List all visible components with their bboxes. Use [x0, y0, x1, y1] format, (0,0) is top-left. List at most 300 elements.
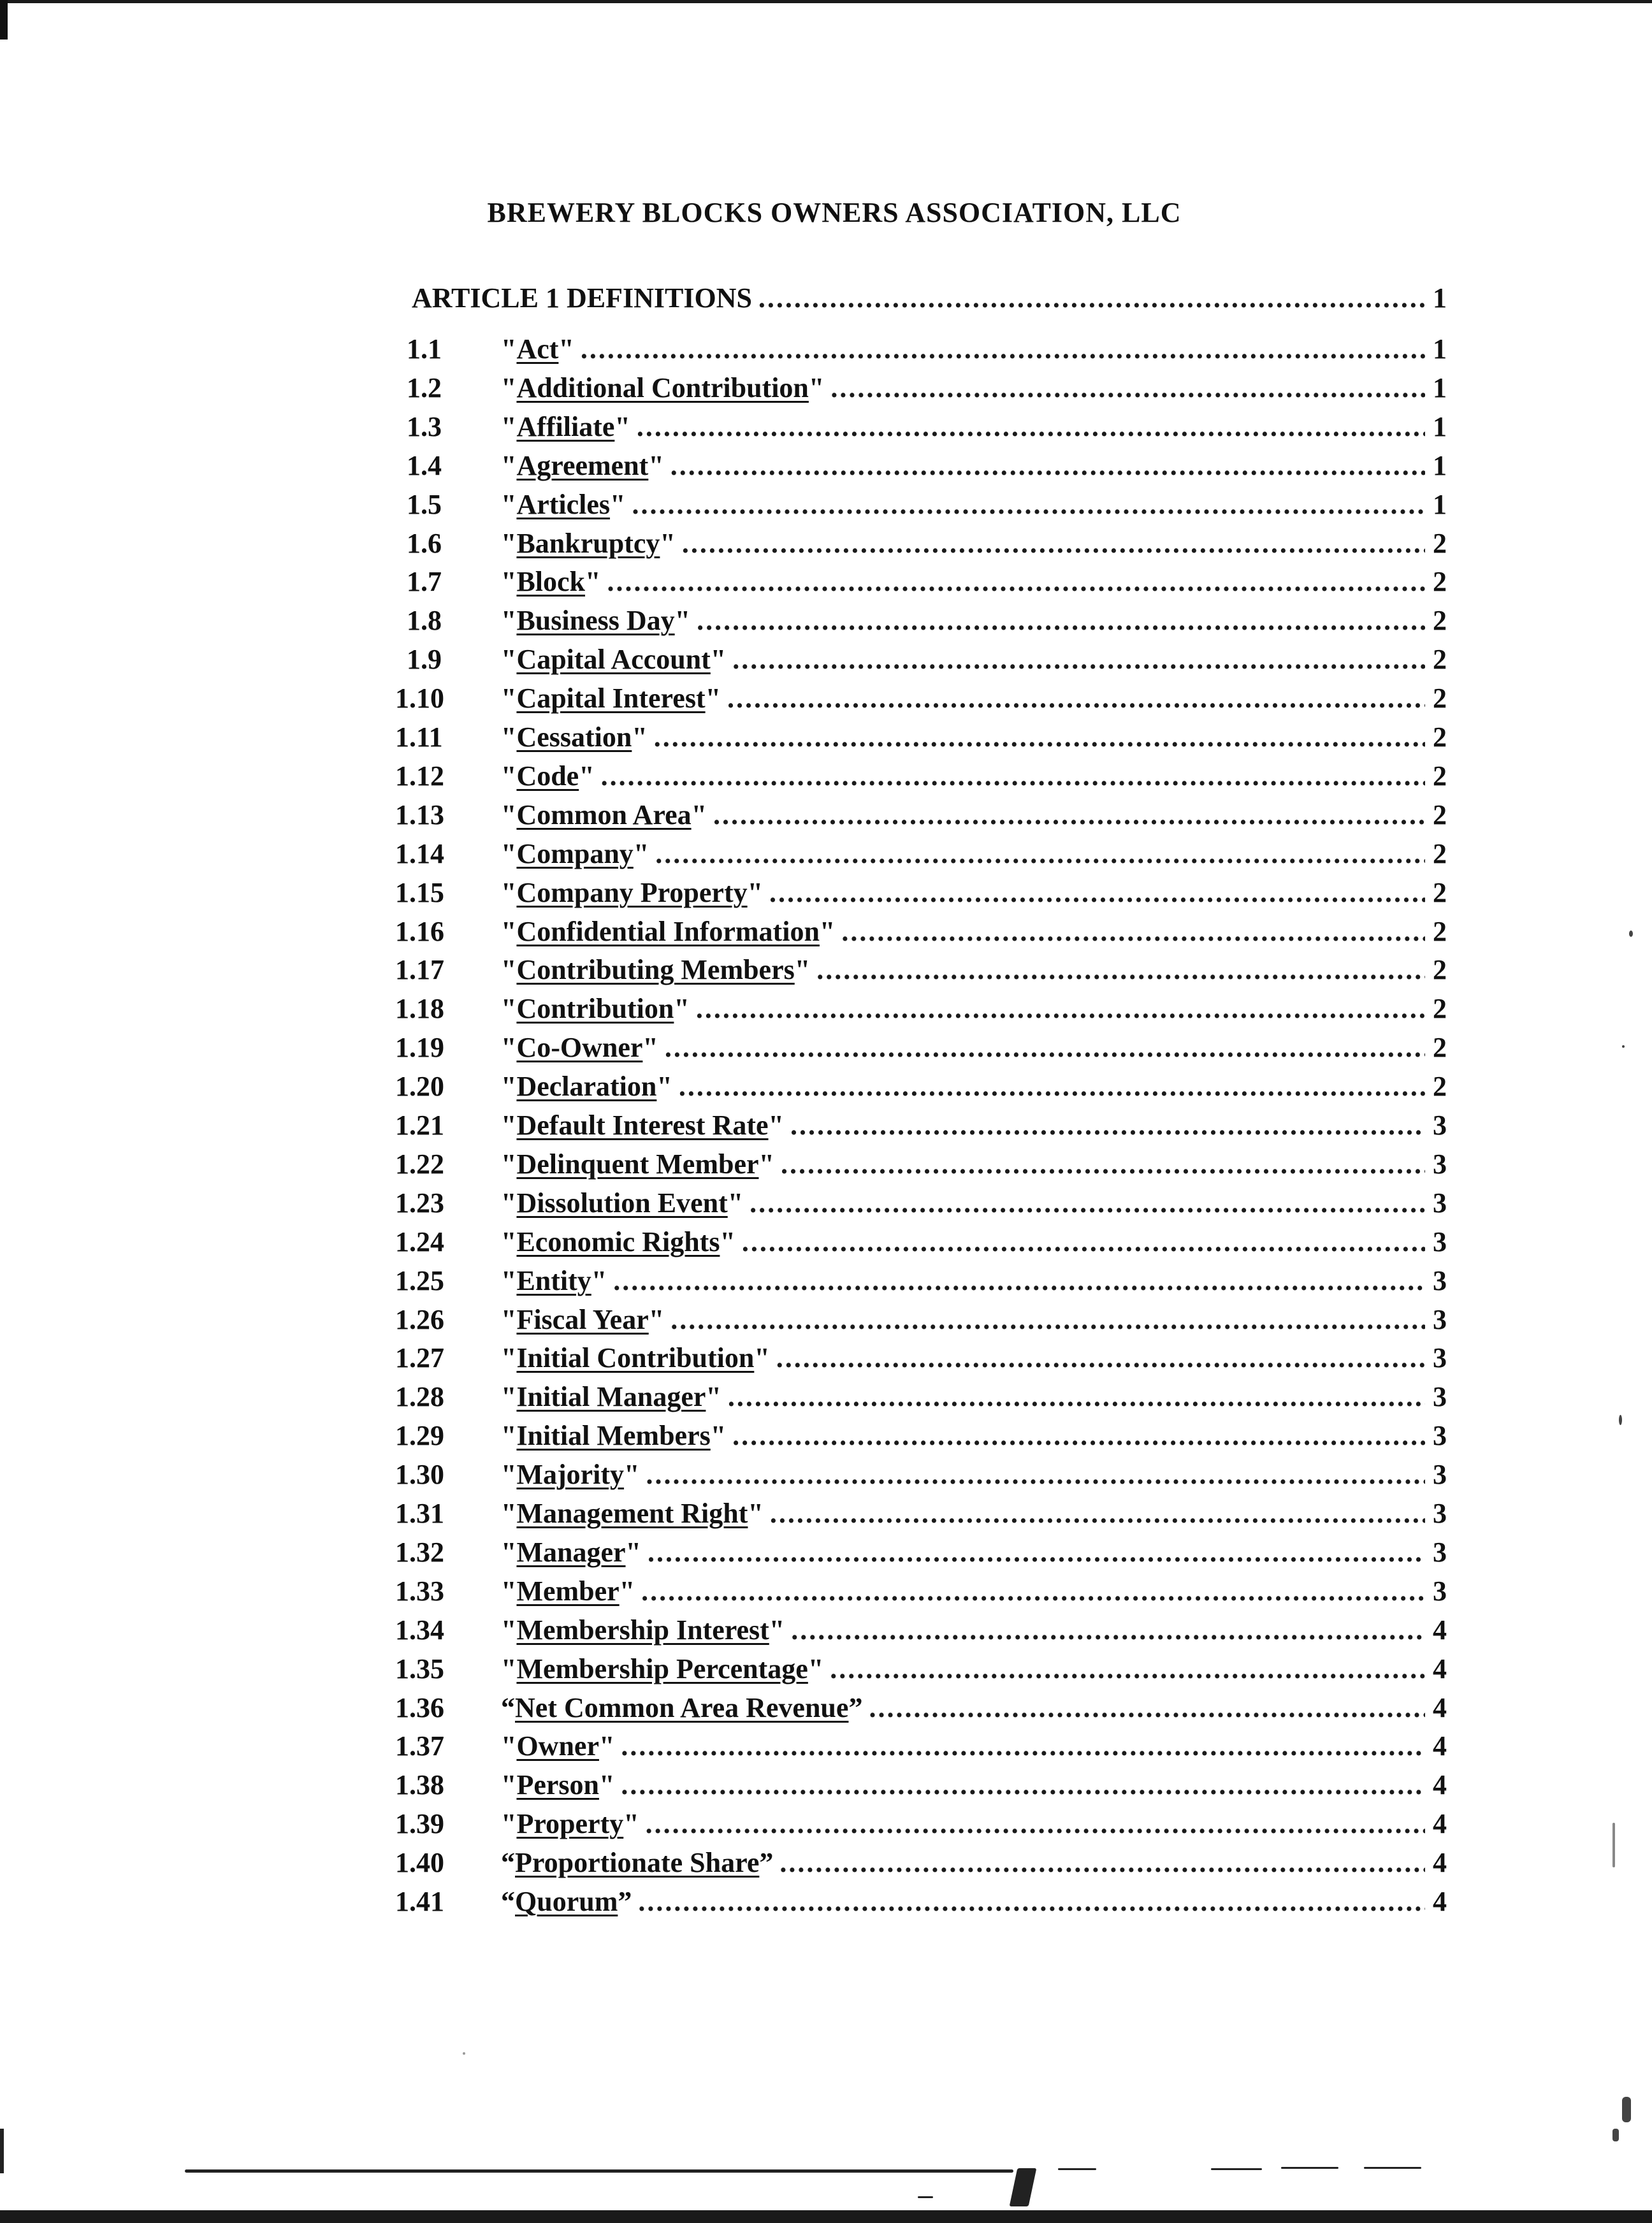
toc-entry [395, 565, 1447, 604]
section-number: 1.3 [407, 410, 442, 442]
page-number: 3 [1433, 1342, 1447, 1374]
section-number: 1.9 [407, 644, 442, 676]
close-quote: " [598, 1730, 615, 1762]
toc-entry [395, 1614, 1447, 1652]
defined-term [501, 1419, 726, 1452]
defined-term [501, 760, 595, 792]
dot-leader [670, 1303, 1425, 1336]
defined-term [501, 1187, 743, 1219]
dot-leader [816, 953, 1425, 986]
term-text: Dissolution Event [516, 1187, 728, 1219]
defined-term [501, 449, 664, 482]
open-quote: " [501, 683, 517, 714]
scan-speck [1622, 2097, 1631, 2122]
page-number: 4 [1433, 1808, 1447, 1840]
section-number: 1.16 [395, 915, 444, 947]
section-number: 1.37 [395, 1730, 444, 1762]
toc-entry [395, 1730, 1447, 1768]
toc-entry [395, 1342, 1447, 1380]
open-quote: “ [501, 1691, 515, 1723]
close-quote: " [748, 1498, 764, 1529]
section-number: 1.38 [395, 1769, 444, 1801]
close-quote: " [705, 683, 721, 714]
defined-term [501, 643, 726, 676]
open-quote: " [501, 1653, 517, 1684]
dot-leader [791, 1614, 1425, 1646]
toc-entry [395, 876, 1447, 915]
close-quote: " [819, 915, 836, 947]
open-quote: " [501, 1575, 517, 1607]
defined-term [501, 1807, 639, 1840]
close-quote: " [610, 488, 626, 520]
close-quote: " [648, 449, 664, 481]
section-number: 1.14 [395, 837, 444, 869]
close-quote: " [691, 799, 707, 830]
page-number: 3 [1433, 1187, 1447, 1219]
term-text: Quorum [515, 1886, 618, 1917]
defined-term [501, 1536, 641, 1568]
toc-entry [395, 372, 1447, 410]
section-number: 1.30 [395, 1459, 444, 1491]
section-number: 1.41 [395, 1886, 444, 1917]
term-text: Declaration [516, 1071, 657, 1103]
toc-entry [395, 1691, 1447, 1730]
dot-leader [670, 449, 1425, 482]
defined-term [501, 953, 810, 986]
open-quote: " [501, 760, 517, 792]
open-quote: " [501, 1148, 517, 1180]
dot-leader [641, 1575, 1425, 1607]
dot-leader [607, 565, 1425, 598]
defined-term [501, 1264, 607, 1297]
open-quote: " [501, 527, 517, 559]
close-quote: " [754, 1342, 770, 1374]
term-text: Block [516, 566, 586, 598]
close-quote: " [710, 1420, 727, 1452]
section-number: 1.13 [395, 799, 444, 830]
close-quote: ” [618, 1886, 632, 1917]
close-quote: " [585, 566, 601, 598]
page-number: 2 [1433, 915, 1447, 947]
defined-term [501, 410, 630, 443]
toc-entry [395, 799, 1447, 837]
dot-leader [682, 527, 1425, 560]
dot-leader [713, 799, 1425, 831]
dot-leader [648, 1536, 1425, 1568]
term-text: Confidential Information [516, 915, 820, 947]
dot-leader [781, 1148, 1425, 1180]
defined-term [501, 721, 648, 753]
defined-term [501, 1885, 632, 1918]
open-quote: " [501, 1381, 517, 1413]
section-number: 1.39 [395, 1808, 444, 1840]
defined-term [501, 1031, 658, 1064]
section-number: 1.27 [395, 1342, 444, 1374]
close-quote: " [598, 1769, 615, 1801]
dot-leader [581, 333, 1425, 365]
page-number: 4 [1433, 1614, 1447, 1646]
scan-speck [1622, 1045, 1625, 1048]
open-quote: " [501, 799, 517, 830]
open-quote: " [501, 1264, 517, 1296]
close-quote: " [642, 1032, 658, 1064]
term-text: Person [516, 1769, 599, 1801]
article-label: ARTICLE 1 DEFINITIONS [412, 282, 752, 314]
close-quote: ” [759, 1847, 774, 1879]
close-quote: " [660, 527, 676, 559]
open-quote: " [501, 1187, 517, 1219]
dot-leader [621, 1769, 1425, 1801]
section-number: 1.32 [395, 1536, 444, 1568]
scan-speck [1619, 1415, 1622, 1425]
term-text: Proportionate Share [515, 1847, 760, 1879]
section-number: 1.12 [395, 760, 444, 792]
close-quote: " [747, 876, 764, 908]
term-text: Company Property [516, 876, 748, 908]
close-quote: " [769, 1614, 785, 1646]
dot-leader [742, 1226, 1425, 1258]
dot-leader [770, 1497, 1425, 1530]
toc-entry [395, 1419, 1447, 1458]
close-quote: " [674, 993, 690, 1025]
dot-leader [732, 1419, 1425, 1452]
close-quote: " [674, 605, 691, 637]
defined-term [501, 915, 835, 948]
toc-entry [395, 837, 1447, 876]
dot-leader [646, 1807, 1425, 1840]
page-number: 3 [1433, 1264, 1447, 1296]
defined-term [501, 488, 625, 521]
defined-term [501, 372, 824, 404]
toc-entry [395, 1846, 1447, 1885]
open-quote: " [501, 1226, 517, 1257]
dot-leader [637, 410, 1425, 443]
defined-term [501, 1226, 735, 1258]
open-quote: " [501, 1110, 517, 1141]
close-quote: " [623, 1808, 639, 1840]
dot-leader [830, 1653, 1425, 1685]
close-quote: " [656, 1071, 672, 1103]
defined-term [501, 1380, 721, 1413]
term-text: Owner [516, 1730, 599, 1762]
toc-entry [395, 1148, 1447, 1186]
dot-leader [621, 1730, 1425, 1762]
page-number: 1 [1433, 372, 1447, 403]
open-quote: " [501, 721, 517, 753]
page-number: 2 [1433, 837, 1447, 869]
open-quote: " [501, 1498, 517, 1529]
section-number: 1.31 [395, 1498, 444, 1529]
term-text: Code [516, 760, 579, 792]
close-quote: " [758, 1148, 774, 1180]
dot-leader [632, 488, 1425, 521]
dot-leader [750, 1187, 1425, 1219]
open-quote: " [501, 410, 517, 442]
dot-leader [727, 682, 1425, 714]
page-number: 2 [1433, 644, 1447, 676]
term-text: Delinquent Member [516, 1148, 759, 1180]
page-number: 4 [1433, 1769, 1447, 1801]
toc-entry [395, 1458, 1447, 1496]
toc-entry [395, 527, 1447, 565]
defined-term [501, 1109, 784, 1141]
article-page-number: 1 [1433, 282, 1447, 314]
term-text: Additional Contribution [516, 372, 809, 403]
defined-term [501, 1730, 614, 1762]
term-text: Capital Account [516, 644, 711, 676]
section-number: 1.4 [407, 449, 442, 481]
term-text: Articles [516, 488, 611, 520]
open-quote: " [501, 1614, 517, 1646]
open-quote: " [501, 372, 517, 403]
scan-bottom-stroke [185, 2169, 1013, 2173]
open-quote: " [501, 333, 517, 365]
toc-entry [395, 1807, 1447, 1846]
page-number: 4 [1433, 1691, 1447, 1723]
close-quote: " [794, 954, 811, 986]
section-number: 1.6 [407, 527, 442, 559]
page-number: 4 [1433, 1730, 1447, 1762]
term-text: Bankruptcy [516, 527, 660, 559]
defined-term [501, 1653, 823, 1685]
close-quote: " [710, 644, 727, 676]
defined-term [501, 1303, 664, 1336]
page-number: 3 [1433, 1498, 1447, 1529]
term-text: Net Common Area Revenue [515, 1691, 849, 1723]
open-quote: " [501, 1459, 517, 1491]
defined-term [501, 992, 690, 1025]
close-quote: " [614, 410, 630, 442]
page-number: 2 [1433, 1032, 1447, 1064]
open-quote: " [501, 1730, 517, 1762]
section-number: 1.1 [407, 333, 442, 365]
defined-term [501, 604, 690, 637]
close-quote: " [624, 1459, 640, 1491]
defined-term [501, 333, 574, 365]
open-quote: " [501, 876, 517, 908]
dot-leader [769, 876, 1425, 909]
term-text: Company [516, 837, 634, 869]
open-quote: " [501, 1420, 517, 1452]
page-number: 1 [1433, 449, 1447, 481]
toc-entry [395, 915, 1447, 953]
open-quote: " [501, 449, 517, 481]
section-number: 1.24 [395, 1226, 444, 1257]
toc-entry [395, 333, 1447, 371]
section-number: 1.23 [395, 1187, 444, 1219]
section-number: 1.17 [395, 954, 444, 986]
section-number: 1.25 [395, 1264, 444, 1296]
toc-entry [395, 1380, 1447, 1419]
page-number: 2 [1433, 1071, 1447, 1103]
defined-term [501, 1575, 635, 1607]
close-quote: " [625, 1536, 641, 1568]
section-number: 1.40 [395, 1847, 444, 1879]
toc-entry [395, 643, 1447, 681]
page-number: 3 [1433, 1459, 1447, 1491]
page-number: 1 [1433, 410, 1447, 442]
scan-bottom-stroke [918, 2196, 933, 2198]
term-text: Membership Interest [516, 1614, 769, 1646]
defined-term [501, 565, 600, 598]
page-number: 2 [1433, 566, 1447, 598]
section-number: 1.36 [395, 1691, 444, 1723]
toc-entry [395, 1187, 1447, 1225]
term-text: Membership Percentage [516, 1653, 808, 1684]
toc-entry [395, 992, 1447, 1031]
page-number: 2 [1433, 527, 1447, 559]
scan-bottom-stroke [1211, 2168, 1262, 2170]
dot-leader [790, 1109, 1425, 1141]
section-number: 1.11 [395, 721, 443, 753]
section-number: 1.26 [395, 1303, 444, 1335]
section-number: 1.15 [395, 876, 444, 908]
page-number: 2 [1433, 605, 1447, 637]
term-text: Agreement [516, 449, 649, 481]
defined-term [501, 876, 763, 909]
dot-leader [646, 1458, 1425, 1491]
term-text: Economic Rights [516, 1226, 720, 1257]
section-number: 1.5 [407, 488, 442, 520]
open-quote: " [501, 1536, 517, 1568]
close-quote: " [633, 837, 649, 869]
open-quote: " [501, 1342, 517, 1374]
term-text: Initial Members [516, 1420, 711, 1452]
term-text: Fiscal Year [516, 1303, 649, 1335]
defined-term [501, 1614, 785, 1646]
defined-term [501, 682, 721, 714]
open-quote: " [501, 1071, 517, 1103]
page-number: 1 [1433, 333, 1447, 365]
defined-term [501, 1846, 773, 1879]
toc-entry [395, 604, 1447, 642]
close-quote: " [727, 1187, 744, 1219]
open-quote: “ [501, 1886, 515, 1917]
term-text: Initial Manager [516, 1381, 706, 1413]
section-number: 1.21 [395, 1110, 444, 1141]
page-number: 3 [1433, 1226, 1447, 1257]
defined-term [501, 1497, 764, 1530]
toc-entry [395, 1031, 1447, 1069]
page-number: 1 [1433, 488, 1447, 520]
close-quote: " [768, 1110, 784, 1141]
page-number: 3 [1433, 1420, 1447, 1452]
section-number: 1.7 [407, 566, 442, 598]
dot-leader [601, 760, 1425, 792]
term-text: Affiliate [516, 410, 615, 442]
page-number: 4 [1433, 1847, 1447, 1879]
dot-leader [830, 372, 1425, 404]
term-text: Business Day [516, 605, 675, 637]
term-text: Manager [516, 1536, 626, 1568]
open-quote: " [501, 837, 517, 869]
toc-entry [395, 449, 1447, 488]
page-number: 3 [1433, 1381, 1447, 1413]
toc-entry [395, 1653, 1447, 1691]
close-quote: " [579, 760, 595, 792]
open-quote: " [501, 1032, 517, 1064]
section-number: 1.29 [395, 1420, 444, 1452]
defined-term [501, 1458, 639, 1491]
page-number: 3 [1433, 1148, 1447, 1180]
defined-term [501, 1769, 614, 1801]
dot-leader [776, 1342, 1425, 1374]
section-number: 1.19 [395, 1032, 444, 1064]
term-text: Contribution [516, 993, 674, 1025]
open-quote: " [501, 993, 517, 1025]
page-number: 3 [1433, 1110, 1447, 1141]
page-number: 2 [1433, 876, 1447, 908]
term-text: Default Interest Rate [516, 1110, 769, 1141]
toc-entry [395, 721, 1447, 759]
close-quote: ” [848, 1691, 863, 1723]
page-number: 3 [1433, 1536, 1447, 1568]
open-quote: " [501, 488, 517, 520]
scan-speck [1629, 930, 1633, 937]
dot-leader [758, 282, 1425, 314]
dot-leader [779, 1846, 1425, 1879]
dot-leader [613, 1264, 1425, 1297]
toc-entry [395, 1769, 1447, 1807]
term-text: Entity [516, 1264, 591, 1296]
close-quote: " [591, 1264, 607, 1296]
toc-article-heading [412, 282, 1447, 320]
term-text: Contributing Members [516, 954, 795, 986]
term-text: Act [516, 333, 559, 365]
toc-entry [395, 1536, 1447, 1574]
section-number: 1.18 [395, 993, 444, 1025]
toc-entry [395, 1264, 1447, 1303]
page-number: 3 [1433, 1303, 1447, 1335]
toc-entry [395, 1885, 1447, 1923]
document-title-text: BREWERY BLOCKS OWNERS ASSOCIATION, LLC [487, 197, 1182, 228]
page-number: 2 [1433, 721, 1447, 753]
term-text: Cessation [516, 721, 632, 753]
close-quote: " [619, 1575, 635, 1607]
dot-leader [732, 643, 1425, 676]
section-number: 1.35 [395, 1653, 444, 1684]
page-number: 2 [1433, 760, 1447, 792]
toc-entry [395, 1070, 1447, 1108]
dot-leader [665, 1031, 1425, 1064]
toc-entry [395, 1575, 1447, 1613]
term-text: Initial Contribution [516, 1342, 755, 1374]
section-number: 1.22 [395, 1148, 444, 1180]
section-number: 1.34 [395, 1614, 444, 1646]
dot-leader [638, 1885, 1425, 1918]
section-number: 1.2 [407, 372, 442, 403]
open-quote: " [501, 915, 517, 947]
toc-entry [395, 1303, 1447, 1342]
dot-leader [728, 1380, 1425, 1413]
scan-bottom-stroke [1281, 2167, 1338, 2169]
open-quote: " [501, 605, 517, 637]
dot-leader [841, 915, 1425, 948]
scan-speck [1612, 2129, 1619, 2141]
toc-entry [395, 1109, 1447, 1147]
toc-entry [395, 1497, 1447, 1535]
defined-term [501, 1691, 862, 1724]
scan-speck [1612, 1823, 1615, 1867]
close-quote: " [632, 721, 648, 753]
defined-term [501, 837, 649, 870]
defined-term [501, 1148, 774, 1180]
dot-leader [697, 604, 1425, 637]
section-number: 1.10 [395, 683, 444, 714]
dot-leader [679, 1070, 1425, 1103]
toc-entry [395, 488, 1447, 526]
open-quote: " [501, 1303, 517, 1335]
